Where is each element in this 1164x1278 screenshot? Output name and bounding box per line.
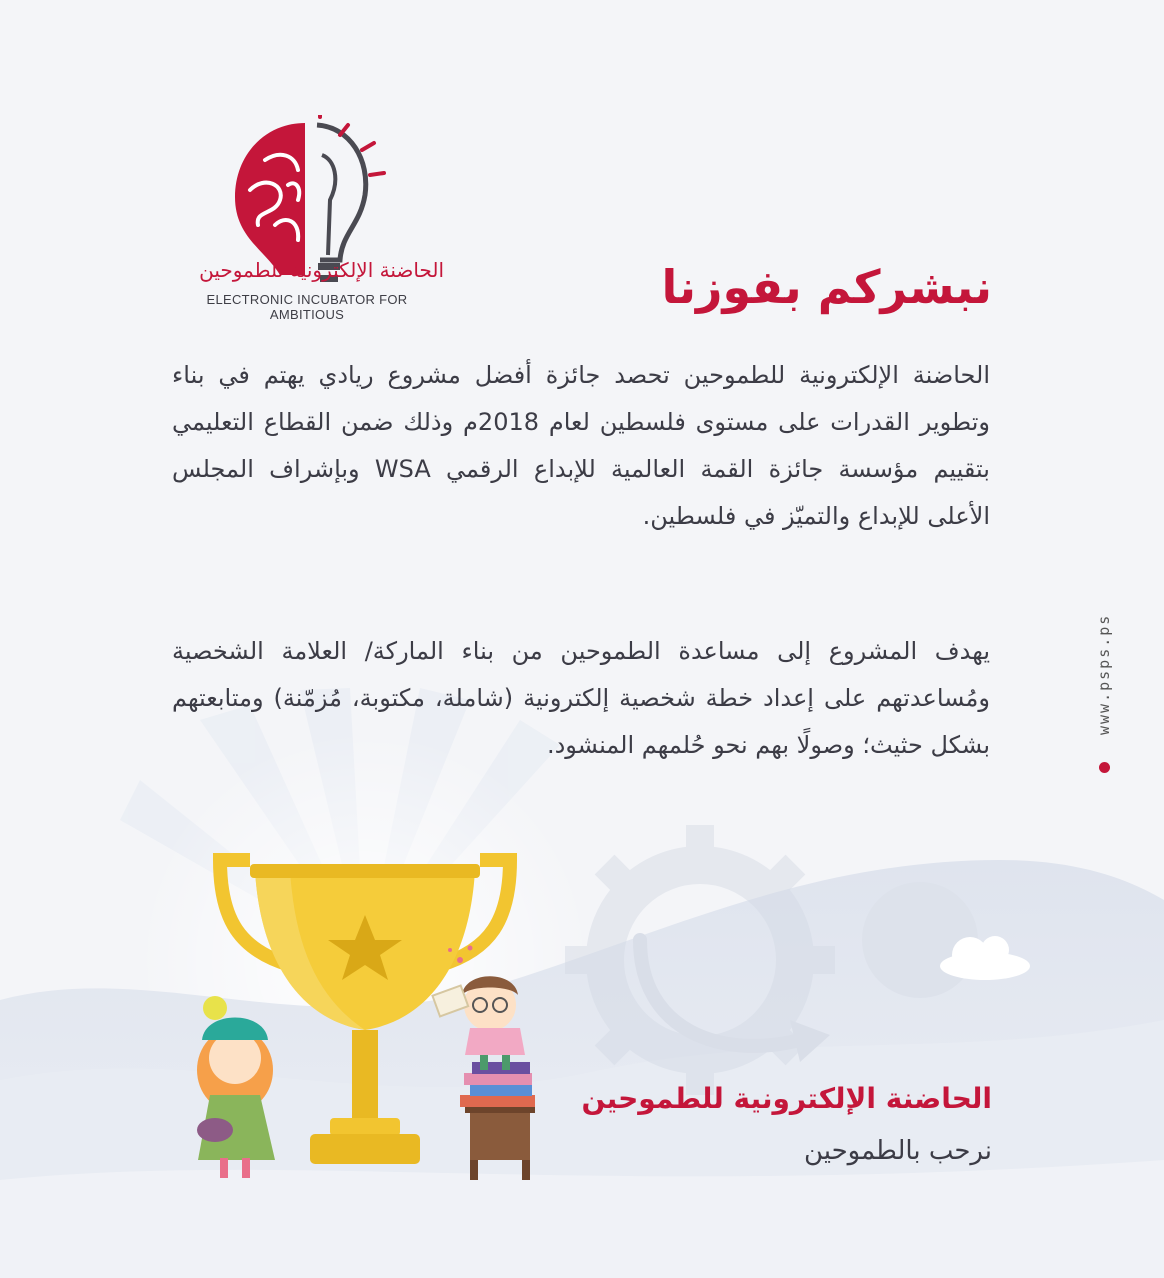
footer-brand-name: الحاضنة الإلكترونية للطموحين	[581, 1082, 992, 1115]
logo-name-arabic: الحاضنة الإلكترونية للطموحين	[199, 258, 444, 282]
award-paragraph: الحاضنة الإلكترونية للطموحين تحصد جائزة أفضل مشروع ريادي يهتم في بناء وتطوير القدرات على مستوى فلسطين لعام 2018م وذلك ضمن القطاع التعليمي بتقييم مؤسسة جائزة القمة العالمية للإبداع الرقمي WSA وبإشراف المجلس الأعلى للإبداع والتميّز في فلسطين.	[172, 361, 991, 530]
website-url: www.psps.ps	[1095, 613, 1113, 735]
kid-left	[197, 996, 275, 1178]
trophy-illustration	[180, 840, 560, 1180]
headline: نبشركم بفوزنا	[661, 260, 992, 314]
goal-paragraph: يهدف المشروع إلى مساعدة الطموحين من بناء الماركة/ العلامة الشخصية ومُساعدتهم على إعداد خطة شخصية إلكترونية (شاملة، مكتوبة، مُزمّنة) ومتابعتهم بشكل حثيث؛ وصولًا بهم نحو حُلمهم المنشود.	[172, 637, 990, 759]
logo-name-english: ELECTRONIC INCUBATOR FOR AMBITIOUS	[206, 292, 408, 322]
stack-of-books	[460, 1062, 535, 1180]
footer-slogan: نرحب بالطموحين	[803, 1136, 992, 1166]
brain-lightbulb-logo	[170, 115, 450, 315]
url-dot	[1099, 762, 1110, 773]
